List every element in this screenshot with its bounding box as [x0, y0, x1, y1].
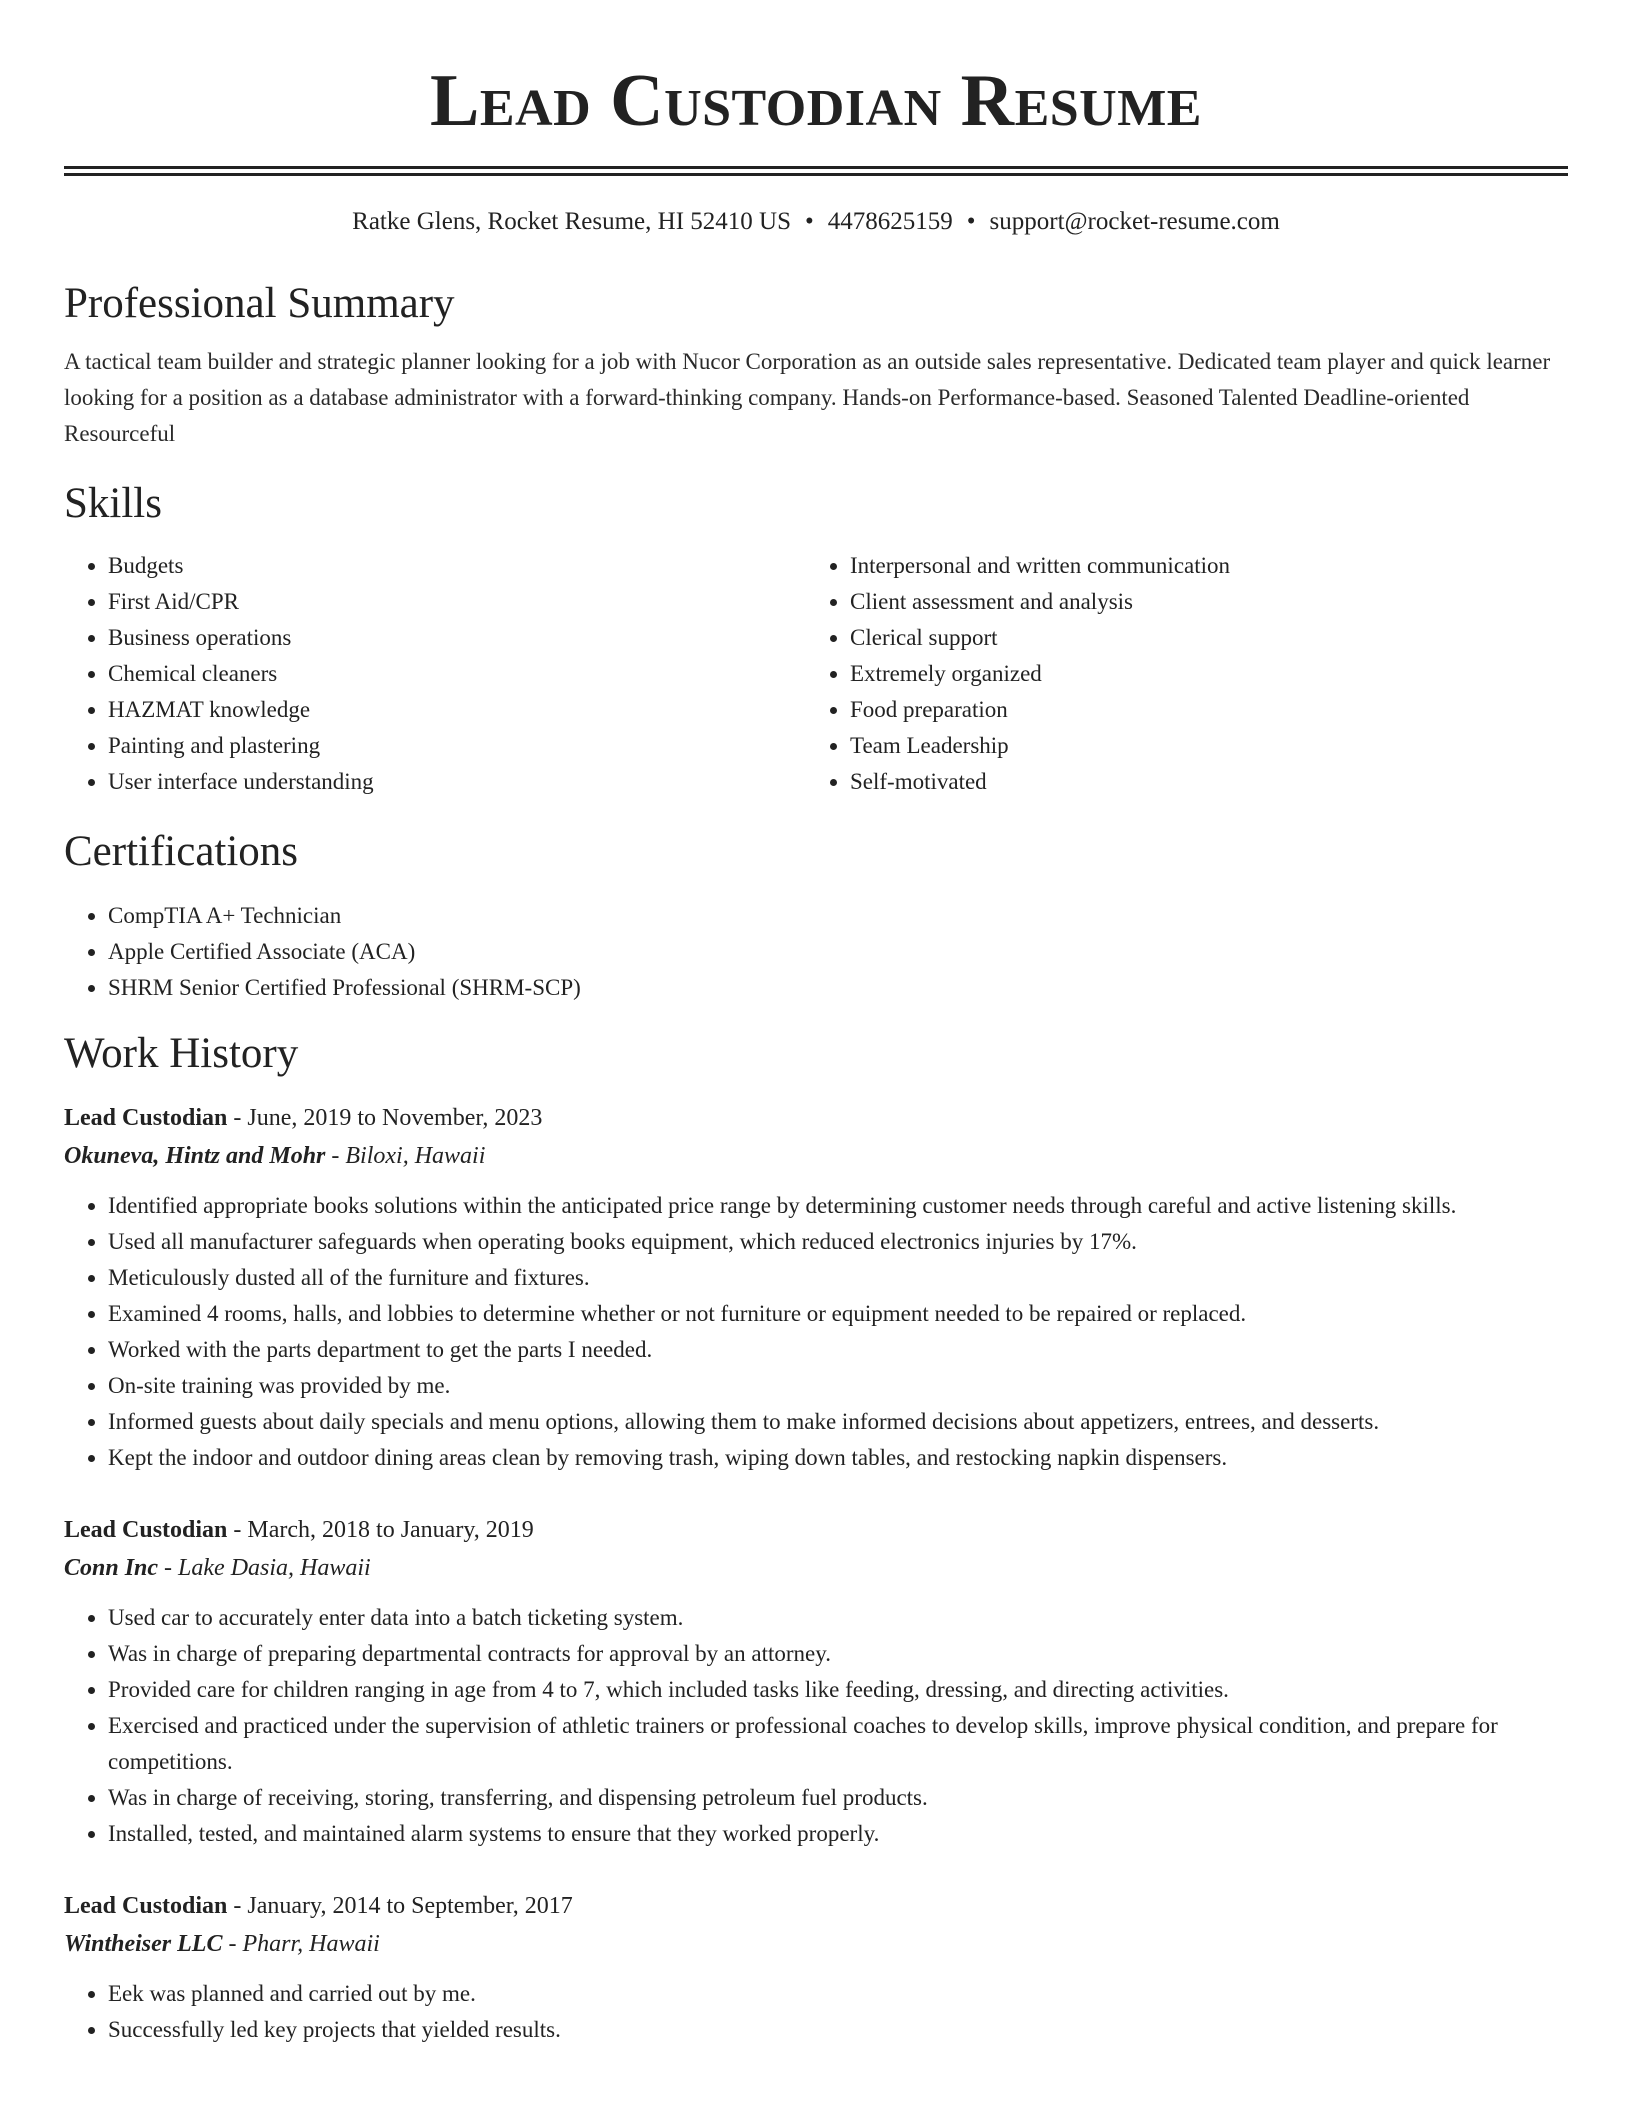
job-duties-list [64, 1976, 1568, 2048]
job-entry [64, 1514, 1568, 1852]
job-duty: • Successfully led key projects that yielded results. [108, 2012, 1568, 2048]
job-duty: • Provided care for children ranging in age from 4 to 7, which included tasks like feeding, dressing, and directing activities. [108, 1672, 1568, 1708]
skill-item: • Budgets [108, 548, 806, 584]
skill-item: • Food preparation [850, 692, 1548, 728]
job-duty: • Identified appropriate books solutions within the anticipated price range by determining customer needs through careful and active listening skills. [108, 1188, 1568, 1224]
summary-text: A tactical team builder and strategic planner looking for a job with Nucor Corporation as an outside sales representative. Dedicated team player and quick learner looking for a position as a database administrator with a forward-thinking company. Hands-on Performance-based. Seasoned Talented Deadline-oriented Resourceful [64, 349, 1551, 446]
job-duty: • Examined 4 rooms, halls, and lobbies to determine whether or not furniture or equipment needed to be repaired or replaced. [108, 1296, 1568, 1332]
job-title-line [64, 1102, 1568, 1134]
certifications-heading: Certifications [64, 828, 299, 875]
job-title-line [64, 1514, 1568, 1546]
job-duties-list [64, 1188, 1568, 1476]
job-entry [64, 1890, 1568, 2048]
job-duty: • Was in charge of preparing departmental contracts for approval by an attorney. [108, 1636, 1568, 1672]
job-company-line [64, 1140, 1568, 1172]
contact-line [64, 206, 1568, 238]
contact-separator: • [966, 208, 976, 235]
job-duty: • Worked with the parts department to get the parts I needed. [108, 1332, 1568, 1368]
job-duty: • Was in charge of receiving, storing, transferring, and dispensing petroleum fuel products. [108, 1780, 1568, 1816]
skill-item: • Team Leadership [850, 728, 1548, 764]
skill-item: • Clerical support [850, 620, 1548, 656]
skill-item: • User interface understanding [108, 764, 806, 800]
job-duty: • Eek was planned and carried out by me. [108, 1976, 1568, 2012]
job-location: - Biloxi, Hawaii [325, 1143, 486, 1169]
job-entry [64, 1102, 1568, 1476]
skill-item: • Chemical cleaners [108, 656, 806, 692]
contact-email: support@rocket-resume.com [989, 208, 1280, 235]
skill-item: • Extremely organized [850, 656, 1548, 692]
job-duty: • Meticulously dusted all of the furniture and fixtures. [108, 1260, 1568, 1296]
contact-separator: • [805, 208, 814, 235]
summary-heading: Professional Summary [64, 280, 455, 327]
skills-heading: Skills [64, 480, 162, 527]
job-dates: - March, 2018 to January, 2019 [227, 1517, 534, 1543]
skills-list-left [64, 548, 806, 800]
certification-item: • SHRM Senior Certified Professional (SHRM-SCP) [108, 970, 1568, 1006]
contact-address: Ratke Glens, Rocket Resume, HI 52410 US [352, 208, 791, 235]
job-company-line [64, 1552, 1568, 1584]
job-duty: • Exercised and practiced under the supervision of athletic trainers or professional coaches to develop skills, improve physical condition, and prepare for competitions. [108, 1708, 1568, 1780]
job-dates: - June, 2019 to November, 2023 [227, 1105, 543, 1131]
job-duty: • On-site training was provided by me. [108, 1368, 1568, 1404]
title-divider [64, 166, 1568, 176]
job-duty: • Installed, tested, and maintained alarm systems to ensure that they worked properly. [108, 1816, 1568, 1852]
certification-item: • Apple Certified Associate (ACA) [108, 934, 1568, 970]
skill-item: • HAZMAT knowledge [108, 692, 806, 728]
job-company: Okuneva, Hintz and Mohr [64, 1143, 326, 1169]
job-location: - Pharr, Hawaii [222, 1931, 380, 1957]
job-role: Lead Custodian [64, 1105, 228, 1131]
skill-item: • Client assessment and analysis [850, 584, 1548, 620]
job-duty: • Used car to accurately enter data into a batch ticketing system. [108, 1600, 1568, 1636]
job-location: - Lake Dasia, Hawaii [158, 1555, 371, 1581]
job-duty: • Kept the indoor and outdoor dining areas clean by removing trash, wiping down tables, and restocking napkin dispensers. [108, 1440, 1568, 1476]
job-role: Lead Custodian [64, 1517, 228, 1543]
skill-item: • Interpersonal and written communication [850, 548, 1548, 584]
job-role: Lead Custodian [64, 1893, 228, 1919]
job-duty: • Used all manufacturer safeguards when operating books equipment, which reduced electronics injuries by 17%. [108, 1224, 1568, 1260]
job-company-line [64, 1928, 1568, 1960]
job-duties-list [64, 1600, 1568, 1852]
contact-phone: 4478625159 [827, 208, 953, 235]
skill-item: • Business operations [108, 620, 806, 656]
certification-item: • CompTIA A+ Technician [108, 898, 1568, 934]
skills-columns [64, 548, 1568, 800]
skill-item: • Self-motivated [850, 764, 1548, 800]
work-history-heading: Work History [64, 1030, 299, 1077]
job-company: Wintheiser LLC [64, 1931, 223, 1957]
job-company: Conn Inc [64, 1555, 159, 1581]
resume-title: Lead Custodian Resume [429, 60, 1202, 142]
skill-item: • First Aid/CPR [108, 584, 806, 620]
job-duty: • Informed guests about daily specials and menu options, allowing them to make informed decisions about appetizers, entrees, and desserts. [108, 1404, 1568, 1440]
skill-item: • Painting and plastering [108, 728, 806, 764]
skills-list-right [806, 548, 1548, 800]
certifications-list [64, 898, 1568, 1006]
job-dates: - January, 2014 to September, 2017 [227, 1893, 573, 1919]
job-title-line [64, 1890, 1568, 1922]
